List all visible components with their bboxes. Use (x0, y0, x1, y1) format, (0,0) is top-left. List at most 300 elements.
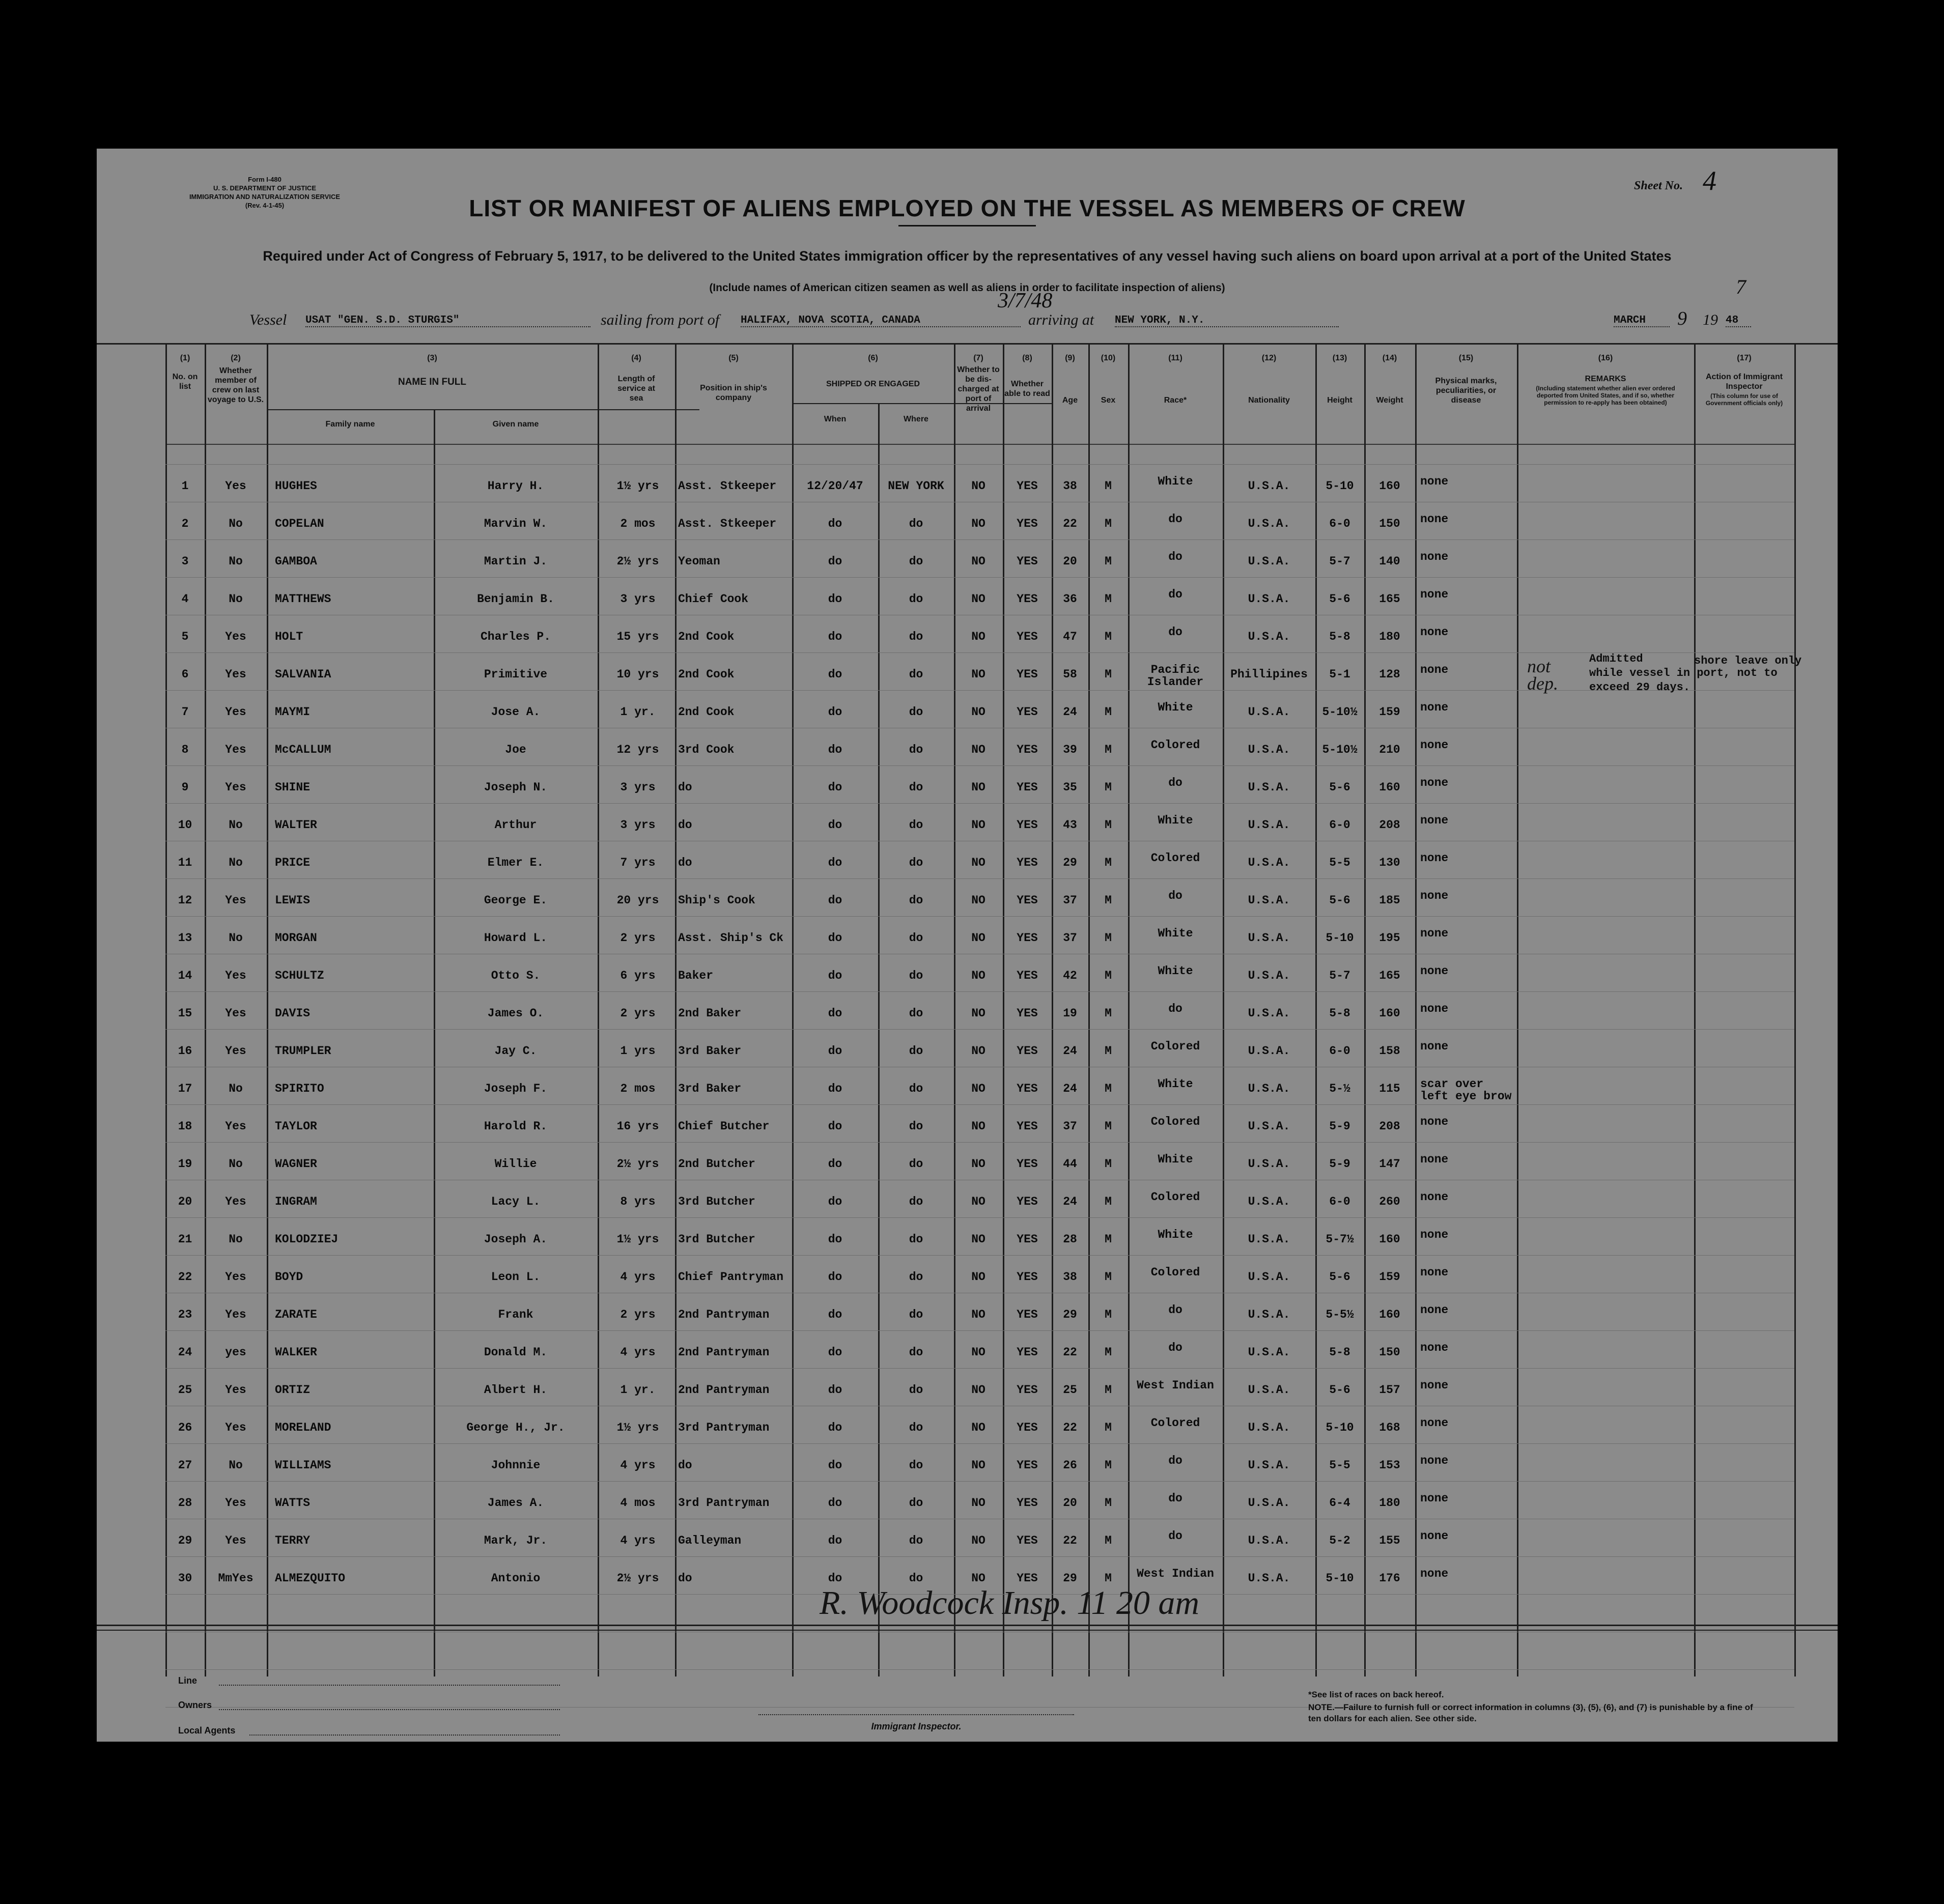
height-cell: 5-8 (1329, 1346, 1350, 1359)
service-length-cell: 1 yr. (620, 1383, 656, 1397)
nationality-cell: U.S.A. (1248, 931, 1290, 945)
weight-cell: 180 (1379, 1496, 1400, 1510)
local-agents-label: Local Agents (178, 1725, 236, 1736)
service-length-cell: 8 yrs (620, 1195, 656, 1208)
row-number-cell: 30 (178, 1572, 192, 1585)
discharged-cell: NO (971, 931, 985, 945)
discharged-cell: NO (971, 743, 985, 756)
service-length-cell: 10 yrs (616, 668, 659, 681)
weight-cell: 168 (1379, 1421, 1400, 1434)
age-cell: 38 (1063, 479, 1077, 493)
given-name-cell: Joseph N. (484, 781, 548, 794)
shipped-when-cell: do (828, 1459, 842, 1472)
family-name-cell: LEWIS (275, 894, 311, 907)
physical-marks-cell: none (1420, 513, 1449, 526)
position-cell: Ship's Cook (678, 894, 755, 907)
previous-voyage-cell: Yes (225, 1270, 246, 1284)
service-length-cell: 2 yrs (620, 1007, 656, 1020)
table-row (97, 1153, 1838, 1195)
discharged-cell: NO (971, 517, 985, 530)
race-cell: White (1158, 475, 1193, 488)
service-length-cell: 3 yrs (620, 781, 656, 794)
family-name-cell: COPELAN (275, 517, 324, 530)
previous-voyage-cell: Yes (225, 1195, 246, 1208)
nationality-cell: U.S.A. (1248, 1157, 1290, 1171)
table-row (97, 550, 1838, 592)
col9-header: (9) Age (1062, 354, 1078, 405)
given-name-cell: Donald M. (484, 1346, 548, 1359)
physical-marks-cell: none (1420, 550, 1449, 563)
row-number-cell: 18 (178, 1120, 192, 1133)
family-name-cell: MATTHEWS (275, 592, 331, 606)
able-to-read-cell: YES (1017, 630, 1038, 643)
discharged-cell: NO (971, 1233, 985, 1246)
row-number-cell: 1 (181, 479, 189, 493)
race-cell: White (1158, 1153, 1193, 1166)
age-cell: 28 (1063, 1233, 1077, 1246)
race-cell: Colored (1150, 738, 1200, 752)
age-cell: 37 (1063, 894, 1077, 907)
sex-cell: M (1105, 818, 1112, 832)
race-cell: do (1168, 1303, 1182, 1317)
discharged-cell: NO (971, 818, 985, 832)
service-length-cell: 12 yrs (616, 743, 659, 756)
previous-voyage-cell: No (229, 818, 243, 832)
physical-marks-cell: none (1420, 1040, 1449, 1053)
weight-cell: 150 (1379, 1346, 1400, 1359)
position-cell: 3rd Pantryman (678, 1421, 770, 1434)
row-number-cell: 15 (178, 1007, 192, 1020)
previous-voyage-cell: Yes (225, 630, 246, 643)
row-number-cell: 7 (181, 705, 189, 719)
sheet-number-label: Sheet No. (1634, 179, 1683, 192)
height-cell: 5-5½ (1326, 1308, 1354, 1321)
shipped-when-cell: do (828, 1308, 842, 1321)
family-name-cell: BOYD (275, 1270, 303, 1284)
service-length-cell: 2 mos (620, 517, 656, 530)
family-name-cell: HUGHES (275, 479, 317, 493)
table-row (97, 964, 1838, 1007)
sex-cell: M (1105, 592, 1112, 606)
age-cell: 58 (1063, 668, 1077, 681)
discharged-cell: NO (971, 1496, 985, 1510)
position-cell: do (678, 818, 692, 832)
shipped-where-cell: do (909, 931, 923, 945)
position-cell: Galleyman (678, 1534, 742, 1547)
shipped-where-cell: do (909, 1383, 923, 1397)
shipped-where-cell: do (909, 592, 923, 606)
previous-voyage-cell: No (229, 592, 243, 606)
race-cell: Colored (1150, 1266, 1200, 1279)
row-number-cell: 17 (178, 1082, 192, 1095)
age-cell: 29 (1063, 1572, 1077, 1585)
nationality-cell: U.S.A. (1248, 1534, 1290, 1547)
age-cell: 43 (1063, 818, 1077, 832)
previous-voyage-cell: Yes (225, 1044, 246, 1058)
row-number-cell: 5 (181, 630, 189, 643)
physical-marks-cell: none (1420, 814, 1449, 827)
row-number-cell: 19 (178, 1157, 192, 1171)
col3-header: (3) NAME IN FULL (398, 354, 467, 387)
race-cell: do (1168, 776, 1182, 789)
height-cell: 5-5 (1329, 1459, 1350, 1472)
physical-marks-cell: none (1420, 776, 1449, 789)
height-cell: 5-9 (1329, 1157, 1350, 1171)
age-cell: 24 (1063, 1195, 1077, 1208)
family-name-cell: SALVANIA (275, 668, 331, 681)
able-to-read-cell: YES (1017, 743, 1038, 756)
able-to-read-cell: YES (1017, 1459, 1038, 1472)
sex-cell: M (1105, 1308, 1112, 1321)
age-cell: 37 (1063, 1120, 1077, 1133)
able-to-read-cell: YES (1017, 1120, 1038, 1133)
given-name-cell: Joseph F. (484, 1082, 548, 1095)
family-name-cell: DAVIS (275, 1007, 311, 1020)
given-name-cell: George H., Jr. (466, 1421, 565, 1434)
height-cell: 6-0 (1329, 1195, 1350, 1208)
shipped-where-cell: do (909, 1120, 923, 1133)
physical-marks-cell: none (1420, 1341, 1449, 1354)
table-row (97, 588, 1838, 630)
race-cell: do (1168, 1529, 1182, 1543)
able-to-read-cell: YES (1017, 479, 1038, 493)
race-cell: do (1168, 550, 1182, 563)
previous-voyage-cell: Yes (225, 781, 246, 794)
shipped-where-cell: NEW YORK (888, 479, 944, 493)
nationality-cell: U.S.A. (1248, 630, 1290, 643)
height-cell: 5-10 (1326, 931, 1354, 945)
row-number-cell: 29 (178, 1534, 192, 1547)
height-cell: 5-10 (1326, 1421, 1354, 1434)
family-name-cell: WALKER (275, 1346, 317, 1359)
service-length-cell: 4 yrs (620, 1534, 656, 1547)
col6-header: (6) SHIPPED OR ENGAGED (826, 354, 920, 388)
shipped-where-cell: do (909, 1233, 923, 1246)
nationality-cell: U.S.A. (1248, 1044, 1290, 1058)
nationality-cell: U.S.A. (1248, 969, 1290, 982)
given-name-cell: Martin J. (484, 555, 548, 568)
family-name-cell: KOLODZIEJ (275, 1233, 339, 1246)
shipped-where-cell: do (909, 1082, 923, 1095)
shipped-when-cell: 12/20/47 (807, 479, 863, 493)
shipped-when-cell: do (828, 818, 842, 832)
row-number-cell: 6 (181, 668, 189, 681)
shipped-where-cell: do (909, 630, 923, 643)
position-cell: do (678, 1459, 692, 1472)
remarks-while-vessel: while vessel in port, not to (1589, 667, 1778, 679)
shipped-where-cell: do (909, 894, 923, 907)
nationality-cell: U.S.A. (1248, 555, 1290, 568)
inspector-signature: R. Woodcock Insp. 11 20 am (820, 1584, 1200, 1622)
height-cell: 6-0 (1329, 517, 1350, 530)
position-cell: Baker (678, 969, 714, 982)
physical-marks-cell: none (1420, 738, 1449, 752)
physical-marks-cell: none (1420, 588, 1449, 601)
service-length-cell: 20 yrs (616, 894, 659, 907)
height-cell: 5-10½ (1322, 705, 1358, 719)
row-number-cell: 4 (181, 592, 189, 606)
sex-cell: M (1105, 781, 1112, 794)
able-to-read-cell: YES (1017, 818, 1038, 832)
family-name-cell: WALTER (275, 818, 317, 832)
race-cell: Colored (1150, 1190, 1200, 1204)
service-length-cell: 4 yrs (620, 1270, 656, 1284)
age-cell: 29 (1063, 856, 1077, 869)
row-number-cell: 27 (178, 1459, 192, 1472)
table-row (97, 1228, 1838, 1270)
where-header: Where (904, 415, 928, 423)
physical-marks-cell: none (1420, 1567, 1449, 1580)
position-cell: 2nd Pantryman (678, 1383, 770, 1397)
date-day: 9 (1677, 308, 1687, 329)
nationality-cell: U.S.A. (1248, 818, 1290, 832)
shipped-where-cell: do (909, 705, 923, 719)
age-cell: 42 (1063, 969, 1077, 982)
shipped-where-cell: do (909, 856, 923, 869)
line-label: Line (178, 1675, 198, 1686)
row-number-cell: 11 (178, 856, 192, 869)
table-row (97, 1040, 1838, 1082)
shipped-where-cell: do (909, 1496, 923, 1510)
physical-marks-cell: none (1420, 626, 1449, 639)
sex-cell: M (1105, 1383, 1112, 1397)
position-cell: 2nd Baker (678, 1007, 742, 1020)
weight-cell: 195 (1379, 931, 1400, 945)
height-cell: 6-4 (1329, 1496, 1350, 1510)
given-name-cell: Joseph A. (484, 1233, 548, 1246)
family-name-cell: SCHULTZ (275, 969, 324, 982)
height-cell: 5-6 (1329, 592, 1350, 606)
previous-voyage-cell: Yes (225, 894, 246, 907)
age-cell: 22 (1063, 517, 1077, 530)
row-number-cell: 25 (178, 1383, 192, 1397)
margin-mark: 7 (1736, 275, 1746, 298)
given-name-cell: Jose A. (491, 705, 541, 719)
shipped-when-cell: do (828, 1572, 842, 1585)
nationality-cell: U.S.A. (1248, 1421, 1290, 1434)
physical-marks-cell: none (1420, 1115, 1449, 1128)
weight-cell: 158 (1379, 1044, 1400, 1058)
nationality-cell: U.S.A. (1248, 479, 1290, 493)
position-cell: Asst. Stkeeper (678, 479, 777, 493)
row-number-cell: 26 (178, 1421, 192, 1434)
height-cell: 5-7 (1329, 555, 1350, 568)
age-cell: 37 (1063, 931, 1077, 945)
table-row (97, 1266, 1838, 1308)
position-cell: Yeoman (678, 555, 720, 568)
nationality-cell: U.S.A. (1248, 1308, 1290, 1321)
able-to-read-cell: YES (1017, 1082, 1038, 1095)
height-cell: 5-10 (1326, 1572, 1354, 1585)
table-row (97, 1303, 1838, 1346)
shipped-when-cell: do (828, 555, 842, 568)
previous-voyage-cell: MmYes (218, 1572, 253, 1585)
sex-cell: M (1105, 1007, 1112, 1020)
sex-cell: M (1105, 555, 1112, 568)
age-cell: 22 (1063, 1534, 1077, 1547)
position-cell: Asst. Stkeeper (678, 517, 777, 530)
able-to-read-cell: YES (1017, 1270, 1038, 1284)
department-name: U. S. DEPARTMENT OF JUSTICE (213, 184, 316, 192)
shipped-where-cell: do (909, 517, 923, 530)
able-to-read-cell: YES (1017, 517, 1038, 530)
row-number-cell: 23 (178, 1308, 192, 1321)
able-to-read-cell: YES (1017, 1044, 1038, 1058)
discharged-cell: NO (971, 1082, 985, 1095)
physical-marks-cell: none (1420, 851, 1449, 865)
height-cell: 5-6 (1329, 894, 1350, 907)
position-cell: 2nd Cook (678, 705, 735, 719)
shipped-when-cell: do (828, 969, 842, 982)
race-cell: do (1168, 1002, 1182, 1015)
weight-cell: 150 (1379, 517, 1400, 530)
previous-voyage-cell: No (229, 555, 243, 568)
ruled-line (165, 1669, 1794, 1670)
sailing-label: sailing from port of (601, 311, 720, 328)
arriving-port: NEW YORK, N.Y. (1115, 315, 1339, 327)
col15-header: (15) Physical marks, peculiarities, or disease (1435, 354, 1497, 405)
nationality-cell: U.S.A. (1248, 1233, 1290, 1246)
position-cell: 2nd Butcher (678, 1157, 755, 1171)
previous-voyage-cell: Yes (225, 1007, 246, 1020)
height-cell: 5-2 (1329, 1534, 1350, 1547)
nationality-cell: U.S.A. (1248, 894, 1290, 907)
able-to-read-cell: YES (1017, 969, 1038, 982)
family-name-cell: PRICE (275, 856, 311, 869)
shipped-where-cell: do (909, 1157, 923, 1171)
table-row (97, 1341, 1838, 1383)
height-cell: 5-6 (1329, 781, 1350, 794)
table-row (97, 1190, 1838, 1233)
sex-cell: M (1105, 1346, 1112, 1359)
sex-cell: M (1105, 630, 1112, 643)
shipped-when-cell: do (828, 1195, 842, 1208)
sex-cell: M (1105, 969, 1112, 982)
position-cell: Chief Butcher (678, 1120, 770, 1133)
sheet-number-value: 4 (1703, 165, 1716, 196)
physical-marks-cell: none (1420, 475, 1449, 488)
weight-cell: 130 (1379, 856, 1400, 869)
table-row (97, 1077, 1838, 1120)
shipped-when-cell: do (828, 1383, 842, 1397)
shipped-when-cell: do (828, 1157, 842, 1171)
physical-marks-cell: none (1420, 1379, 1449, 1392)
race-cell: do (1168, 588, 1182, 601)
service-length-cell: 2½ yrs (616, 555, 659, 568)
col4-header: (4) Length of service at sea (617, 354, 655, 403)
row-number-cell: 16 (178, 1044, 192, 1058)
race-cell: Colored (1150, 1040, 1200, 1053)
sex-cell: M (1105, 931, 1112, 945)
owners-label: Owners (178, 1700, 212, 1710)
height-cell: 5-10½ (1322, 743, 1358, 756)
given-name-cell: Otto S. (491, 969, 541, 982)
previous-voyage-cell: Yes (225, 1120, 246, 1133)
race-cell: do (1168, 1341, 1182, 1354)
row-number-cell: 3 (181, 555, 189, 568)
previous-voyage-cell: Yes (225, 1308, 246, 1321)
col10-header: (10) Sex (1101, 354, 1116, 405)
shipped-when-cell: do (828, 1534, 842, 1547)
age-cell: 20 (1063, 555, 1077, 568)
date-year: 48 (1726, 315, 1751, 327)
weight-cell: 160 (1379, 1233, 1400, 1246)
shipped-when-cell: do (828, 1233, 842, 1246)
given-name-cell: Primitive (484, 668, 548, 681)
family-name-cell: MORELAND (275, 1421, 331, 1434)
service-length-cell: 2½ yrs (616, 1572, 659, 1585)
age-cell: 36 (1063, 592, 1077, 606)
shipped-where-cell: do (909, 1044, 923, 1058)
discharged-cell: NO (971, 1195, 985, 1208)
service-length-cell: 1½ yrs (616, 479, 659, 493)
table-row (97, 1115, 1838, 1157)
manifest-sheet (97, 149, 1838, 1742)
given-name-cell: Frank (498, 1308, 533, 1321)
family-name-cell: McCALLUM (275, 743, 331, 756)
given-name-cell: James O. (487, 1007, 544, 1020)
row-number-cell: 24 (178, 1346, 192, 1359)
row-number-cell: 21 (178, 1233, 192, 1246)
discharged-cell: NO (971, 592, 985, 606)
age-cell: 26 (1063, 1459, 1077, 1472)
race-cell: do (1168, 1492, 1182, 1505)
age-cell: 47 (1063, 630, 1077, 643)
sex-cell: M (1105, 1082, 1112, 1095)
family-name-cell: ORTIZ (275, 1383, 311, 1397)
sex-cell: M (1105, 1195, 1112, 1208)
shipped-when-cell: do (828, 931, 842, 945)
discharged-cell: NO (971, 1308, 985, 1321)
table-row (97, 1002, 1838, 1044)
shipped-where-cell: do (909, 668, 923, 681)
col1-header: (1) No. on list (172, 354, 198, 391)
weight-cell: 165 (1379, 969, 1400, 982)
sex-cell: M (1105, 1157, 1112, 1171)
age-cell: 29 (1063, 1308, 1077, 1321)
age-cell: 24 (1063, 1082, 1077, 1095)
able-to-read-cell: YES (1017, 931, 1038, 945)
instruction-note: (Include names of American citizen seamen as well as aliens in order to facilitate inspection of aliens) (709, 282, 1225, 294)
row-number-cell: 2 (181, 517, 189, 530)
family-name-cell: TRUMPLER (275, 1044, 331, 1058)
position-cell: 3rd Baker (678, 1082, 742, 1095)
race-cell: White (1158, 964, 1193, 978)
discharged-cell: NO (971, 856, 985, 869)
race-cell: White (1158, 927, 1193, 940)
col2-header: (2) Whether member of crew on last voyage to U.S. (207, 354, 264, 404)
weight-cell: 160 (1379, 1308, 1400, 1321)
table-row (97, 701, 1838, 743)
position-cell: do (678, 1572, 692, 1585)
row-number-cell: 9 (181, 781, 189, 794)
col7-header: (7) Whether to be dis-charged at port of arrival (957, 354, 1000, 413)
height-cell: 5-6 (1329, 1270, 1350, 1284)
row-number-cell: 10 (178, 818, 192, 832)
col12-header: (12) Nationality (1248, 354, 1290, 405)
discharged-cell: NO (971, 969, 985, 982)
shipped-when-cell: do (828, 1082, 842, 1095)
service-length-cell: 2 yrs (620, 931, 656, 945)
sex-cell: M (1105, 1459, 1112, 1472)
table-row (97, 1492, 1838, 1534)
physical-marks-cell: none (1420, 1454, 1449, 1467)
able-to-read-cell: YES (1017, 894, 1038, 907)
family-name-cell: WATTS (275, 1496, 311, 1510)
discharged-cell: NO (971, 1044, 985, 1058)
previous-voyage-cell: No (229, 856, 243, 869)
col8-header: (8) Whether able to read (1004, 354, 1050, 398)
